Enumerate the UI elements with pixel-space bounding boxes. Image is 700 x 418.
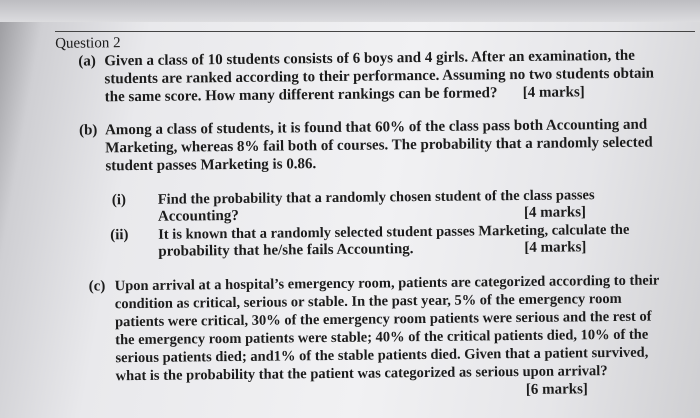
question-title: Question 2 <box>55 35 121 52</box>
part-a-label: (a) <box>78 53 96 70</box>
part-a-line-1: Given a class of 10 students consists of 6 boys and 4 girls. After an examination, the <box>104 47 635 70</box>
part-b-ii-label: (ii) <box>110 227 129 244</box>
part-c-line-1: Upon arrival at a hospital’s emergency room, patients are categorized according to their <box>114 272 660 295</box>
part-b-i-label: (i) <box>111 192 127 209</box>
part-c-line-5: serious patients died; and1% of the stable patients died. Given that a patient survived, <box>115 344 649 367</box>
part-a-marks: [4 marks] <box>522 84 585 101</box>
part-c-line-2: condition as critical, serious or stable. In the past year, 5% of the emergency room <box>114 290 622 313</box>
part-c-line-4: the emergency room patients were stable; 40% of the critical patients died, 10% of the <box>115 326 649 349</box>
part-b-line-2: Marketing, whereas 8% fail both of courses. The probability that a randomly selected <box>105 134 653 157</box>
part-b-ii-line-2: probability that he/she fails Accounting. <box>158 241 414 260</box>
part-c-marks: [6 marks] <box>525 381 588 398</box>
part-c-label: (c) <box>88 278 106 295</box>
part-b-i-line-2: Accounting? <box>157 207 239 225</box>
part-b-i-marks: [4 marks] <box>523 204 587 221</box>
part-c-line-6: what is the probability that the patient was categorized as serious upon arrival? <box>115 363 608 385</box>
part-b-line-3: student passes Marketing is 0.86. <box>105 156 317 175</box>
part-a-line-2: students are ranked according to their performance. Assuming no two students obtain <box>104 65 655 88</box>
part-b-i-line-1: Find the probability that a randomly chosen student of the class passes <box>157 187 595 208</box>
part-b-ii-marks: [4 marks] <box>524 239 587 256</box>
part-c-line-3: patients were critical, 30% of the emergency room patients were serious and the rest of <box>114 308 652 331</box>
part-a-line-3: the same score. How many different rankings can be formed? <box>104 85 498 106</box>
part-b-line-1: Among a class of students, it is found that 60% of the class pass both Accounting and <box>104 116 648 139</box>
part-b-ii-line-1: It is known that a randomly selected student passes Marketing, calculate the <box>158 221 630 243</box>
part-b-label: (b) <box>78 122 98 139</box>
